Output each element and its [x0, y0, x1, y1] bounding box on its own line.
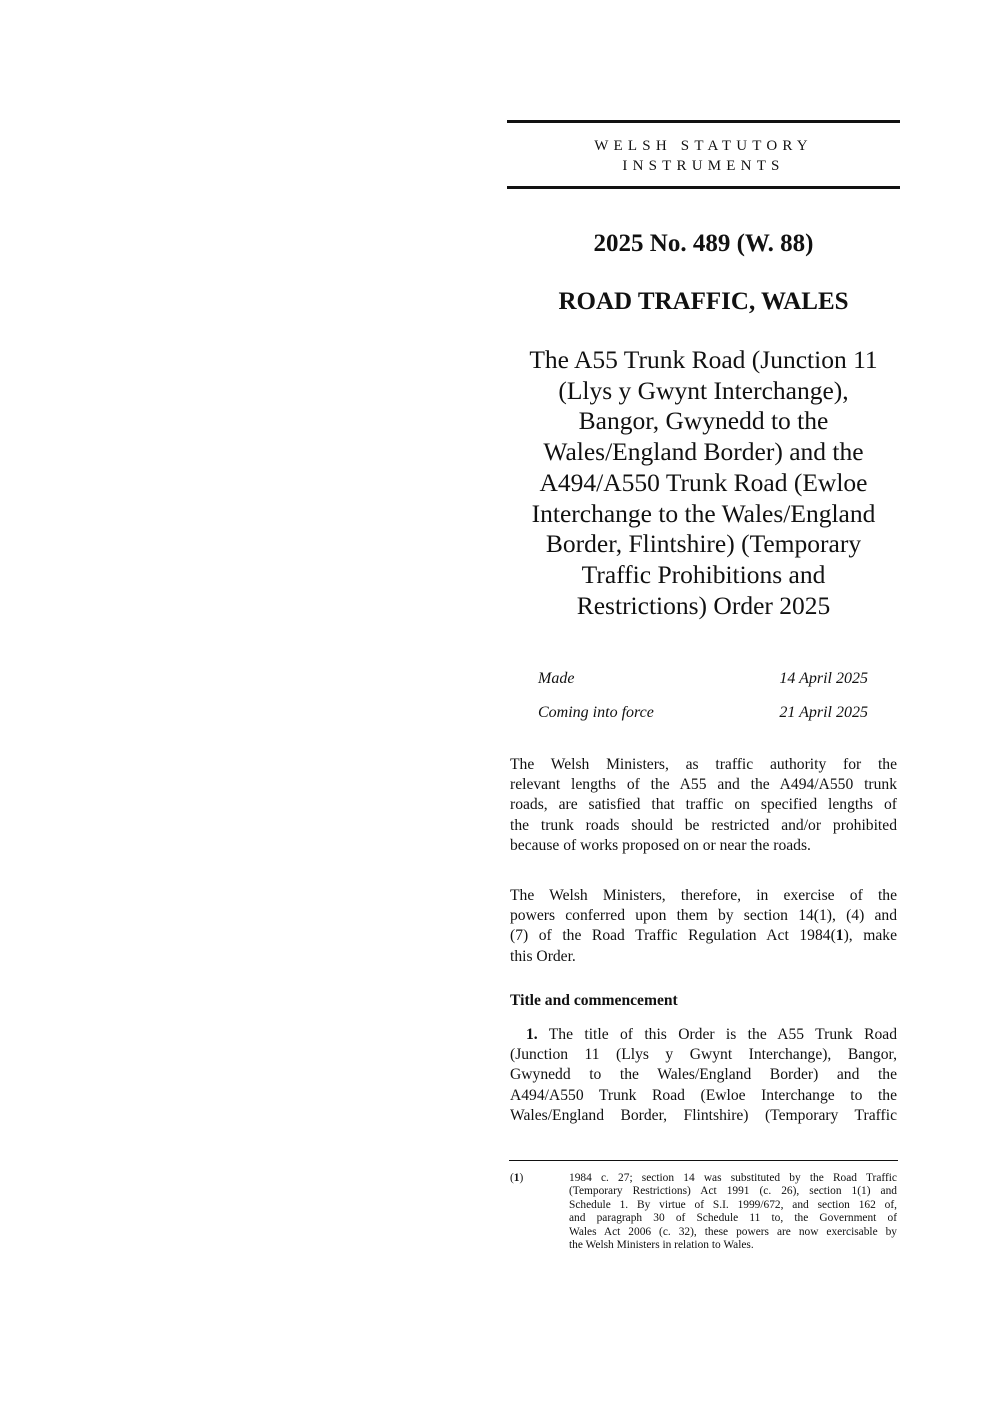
subject-heading: ROAD TRAFFIC, WALES	[558, 288, 849, 315]
series-heading	[507, 136, 900, 176]
text-line: Gwynedd to the Wales/England Border) and the	[510, 1066, 897, 1084]
text-line	[510, 1025, 897, 1045]
order-title	[507, 345, 900, 621]
footnote-marker-close: )	[519, 1172, 524, 1184]
footnote-marker-number: 1	[513, 1172, 520, 1184]
series-bottom-rule	[507, 186, 900, 189]
footnote-marker	[510, 1172, 523, 1185]
preamble-paragraph-2	[510, 886, 897, 967]
footnote-text	[569, 1172, 897, 1252]
series-line-1: WELSH STATUTORY	[594, 138, 813, 154]
title-line: Wales/England Border) and the	[543, 437, 864, 467]
title-line: Traffic Prohibitions and	[581, 559, 826, 589]
text-segment: ), make	[843, 927, 897, 945]
footnote-line: and paragraph 30 of Schedule 11 to, the Government of	[569, 1212, 897, 1225]
text-segment: The title of this Order is the A55 Trunk Road	[537, 1026, 897, 1043]
title-line: Border, Flintshire) (Temporary	[545, 529, 862, 559]
text-line: Wales/England Border, Flintshire) (Temporary Traffic	[510, 1106, 897, 1124]
preamble-paragraph-1	[510, 755, 897, 856]
date-value: 21 April 2025	[779, 704, 868, 721]
text-line: The Welsh Ministers, therefore, in exercise of the	[510, 887, 897, 904]
title-line: The A55 Trunk Road (Junction 11	[529, 345, 878, 374]
footnote-line: (Temporary Restrictions) Act 1991 (c. 26), section 1(1) and	[569, 1185, 897, 1198]
date-row-made	[538, 670, 870, 692]
text-line: powers conferred upon them by section 14(1), (4) and	[510, 907, 897, 925]
series-line-2: INSTRUMENTS	[622, 158, 785, 174]
text-line: this Order.	[510, 947, 576, 965]
text-line: roads, are satisfied that traffic on specified lengths of	[510, 796, 897, 814]
title-line: Interchange to the Wales/England	[531, 498, 876, 528]
title-line: (Llys y Gwynt Interchange),	[558, 375, 849, 405]
date-value: 14 April 2025	[779, 670, 868, 687]
footnote-marker-open: (	[510, 1172, 514, 1184]
title-line: Bangor, Gwynedd to the	[578, 406, 829, 436]
date-label: Coming into force	[538, 704, 654, 721]
text-line: the trunk roads should be restricted and/or prohibited	[510, 816, 897, 834]
footnote-line: the Welsh Ministers in relation to Wales.	[569, 1239, 754, 1252]
date-row-coming-into-force	[538, 704, 870, 726]
footnote-rule	[509, 1160, 898, 1161]
footnote-line: 1984 c. 27; section 14 was substituted by the Road Traffic	[569, 1172, 897, 1184]
text-line	[510, 926, 897, 946]
footnote-line: Wales Act 2006 (c. 32), these powers are now exercisable by	[569, 1225, 897, 1238]
date-label: Made	[538, 670, 575, 687]
text-segment: (7) of the Road Traffic Regulation Act 1984(	[510, 927, 836, 945]
text-line: (Junction 11 (Llys y Gwynt Interchange), Bangor,	[510, 1046, 897, 1064]
section-heading: Title and commencement	[510, 992, 678, 1009]
footnote-reference[interactable]: 1	[835, 927, 844, 945]
text-line: because of works proposed on or near the roads.	[510, 836, 811, 854]
article-1-paragraph	[510, 1025, 897, 1126]
title-line: A494/A550 Trunk Road (Ewloe	[539, 467, 868, 497]
article-number: 1.	[526, 1026, 538, 1043]
text-line: relevant lengths of the A55 and the A494/A550 trunk	[510, 776, 897, 794]
title-line: Restrictions) Order 2025	[576, 590, 831, 620]
text-line: A494/A550 Trunk Road (Ewloe Interchange to the	[510, 1086, 897, 1104]
series-top-rule	[507, 120, 900, 123]
instrument-number: 2025 No. 489 (W. 88)	[593, 230, 814, 257]
text-line: The Welsh Ministers, as traffic authority for the	[510, 756, 897, 773]
footnote-line: Schedule 1. By virtue of S.I. 1999/672, and section 162 of,	[569, 1198, 897, 1211]
